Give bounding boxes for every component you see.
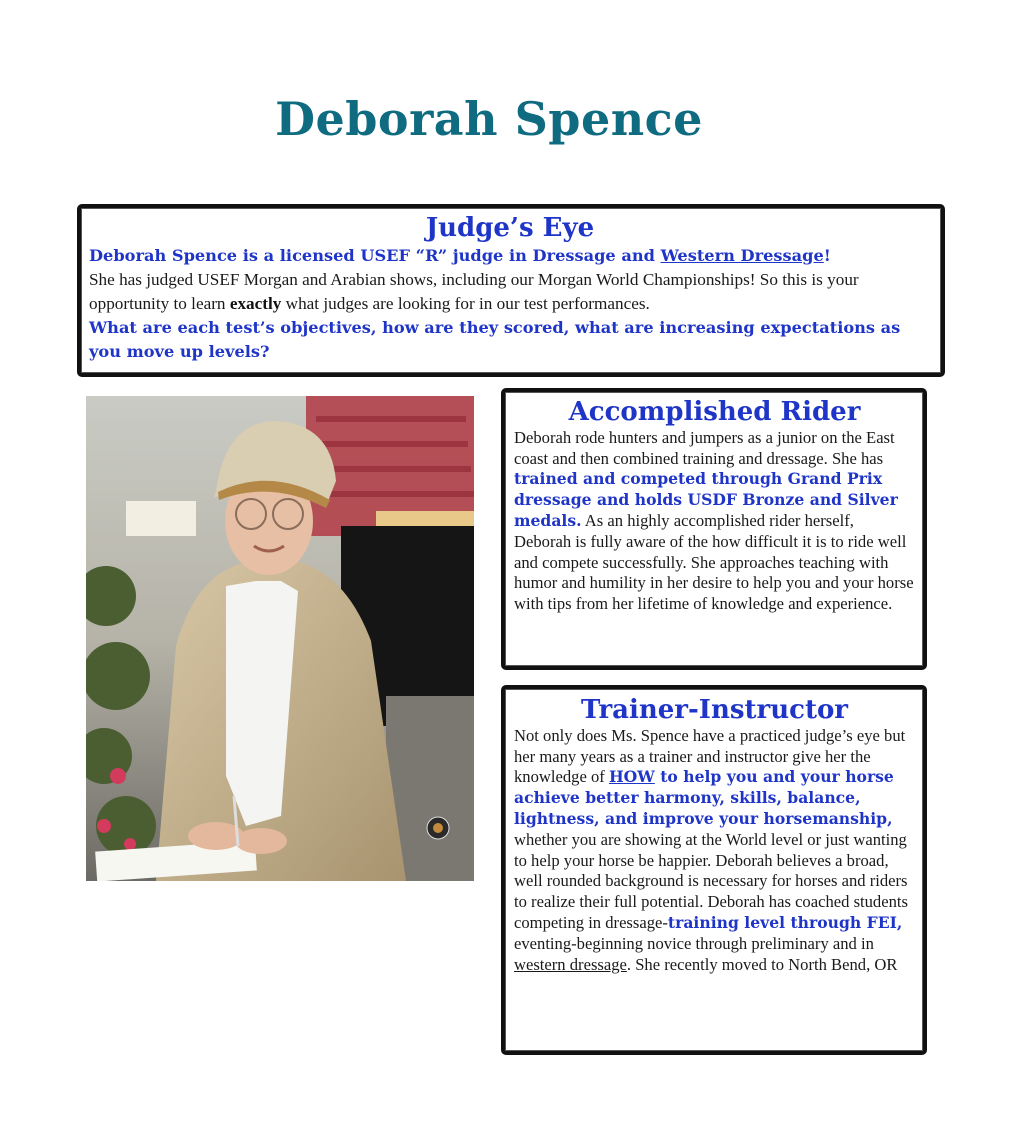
trainer-instructor-box xyxy=(501,685,927,1055)
trainer-text-part1: Not only does Ms. Spence have a practiced judge’s eye but her many years as a trainer and instructor give her the knowledge of xyxy=(514,725,906,787)
judge-exactly-text: exactly xyxy=(229,293,282,313)
rider-text-part1: Deborah rode hunters and jumpers as a junior on the East coast and then combined training and dressage. She has xyxy=(514,427,895,468)
judges-eye-heading: Judge’s Eye xyxy=(425,213,595,243)
trainer-how-link[interactable]: HOW xyxy=(608,767,655,787)
rider-text xyxy=(514,428,915,615)
accomplished-rider-box xyxy=(501,388,927,670)
trainer-text-part2: whether you are showing at the World level or just wanting to help your horse be happier. Deborah believes a broad, well rounded background is necessary for horses and riders to realize their full potential. Deborah has coached students competing in dressage- xyxy=(514,829,908,933)
rider-heading: Accomplished Rider xyxy=(568,397,861,427)
portrait-photo xyxy=(86,396,474,881)
rider-highlight: trained and competed through Grand Prix dressage and holds USDF Bronze and Silver medals. xyxy=(514,469,898,531)
rider-text-part2: As an highly accomplished rider herself, Deborah is fully aware of the how difficult it is to ride well and compete successfully. She approaches teaching with humor and humility in her desire to help you and your horse with tips from her lifetime of knowledge and experience. xyxy=(514,511,914,614)
judge-exclaim: ! xyxy=(823,245,831,265)
trainer-highlight: to help you and your horse achieve better harmony, skills, balance, lightness, and improve your horsemanship, xyxy=(514,767,894,829)
trainer-text-part4: . She recently moved to North Bend, OR xyxy=(626,954,898,974)
judge-experience-text: She has judged USEF Morgan and Arabian shows, including our Morgan World Championships! So this is your opportunity to learn xyxy=(89,269,859,313)
page-title: Deborah Spence xyxy=(275,92,703,146)
trainer-text xyxy=(514,726,915,976)
judges-eye-text xyxy=(89,244,931,364)
judge-license-text: Deborah Spence is a licensed USEF “R” judge in Dressage and xyxy=(89,245,661,265)
western-dressage-link[interactable]: Western Dressage xyxy=(660,245,824,265)
trainer-text-part3: eventing-beginning novice through preliminary and in xyxy=(514,933,874,953)
trainer-levels-highlight: training level through FEI, xyxy=(667,913,903,933)
judges-eye-box xyxy=(77,204,945,377)
judge-performances-text: what judges are looking for in our test performances. xyxy=(281,293,650,313)
western-dressage-link-2[interactable]: western dressage xyxy=(514,954,627,974)
trainer-heading: Trainer-Instructor xyxy=(580,695,848,725)
judge-questions-text: What are each test’s objectives, how are they scored, what are increasing expectations as you move up levels? xyxy=(89,317,901,361)
